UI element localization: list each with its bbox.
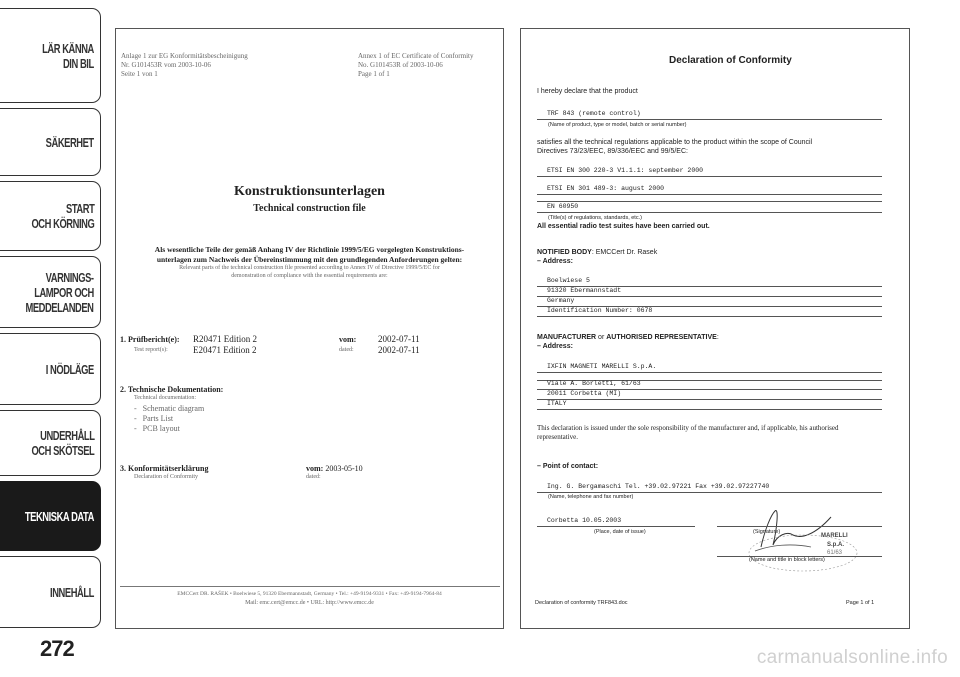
intro-small-2: demonstration of compliance with the essential requirements are: <box>231 273 388 279</box>
test-report-date-2: 2002-07-11 <box>378 345 420 355</box>
responsibility-line-1: This declaration is issued under the sole responsibility of the manufacturer and, if applicable, his authorised <box>537 424 839 432</box>
page-number: 272 <box>40 636 74 661</box>
section-3-label: 3. Konformitätserklärung <box>120 464 209 473</box>
regulation-1: ETSI EN 300 220-3 V1.1.1: september 2000 <box>547 167 704 174</box>
nb-address-1: Boelwiese 5 <box>547 277 590 284</box>
tab-start-och-korning[interactable]: START OCH KÖRNING <box>0 181 101 251</box>
test-report-2: E20471 Edition 2 <box>193 345 257 355</box>
section-1-vom: vom: <box>339 335 357 344</box>
tab-varningslampor[interactable]: VARNINGS- LAMPOR OCH MEDDELANDEN <box>0 256 101 328</box>
section-2-label-en: Technical documentation: <box>134 395 197 401</box>
header-right-3: Page 1 of 1 <box>358 70 390 78</box>
nb-address-3: Germany <box>547 297 575 304</box>
manufacturer-address-label: – Address: <box>537 343 573 350</box>
mfr-address-1: IXFIN MAGNETI MARELLI S.p.A. <box>547 363 657 370</box>
point-of-contact-label: – Point of contact: <box>537 463 599 470</box>
test-report-date-1: 2002-07-11 <box>378 334 420 344</box>
footer-address: EMCCert DR. RAŠEK • Boelwiese 5, 91320 Ebermannstadt, Germany • Tel.: +49-9194-9331 • Fax: +49-9194-7964-84 <box>177 591 442 597</box>
tab-underhall-och-skotsel[interactable]: UNDERHÅLL OCH SKÖTSEL <box>0 410 101 476</box>
responsibility-line-2: representative. <box>537 433 579 441</box>
product-caption: (Name of product, type or model, batch or serial number) <box>548 122 687 128</box>
tab-i-nodlage[interactable]: I NÖDLÄGE <box>0 333 101 405</box>
test-report-1: R20471 Edition 2 <box>193 334 258 344</box>
manufacturer-label: MANUFACTURER or AUTHORISED REPRESENTATIVE: <box>537 334 719 341</box>
section-1-label-en: Test report(s): <box>134 347 168 353</box>
declaration-of-conformity-page <box>520 28 910 629</box>
doc-item-3: - PCB layout <box>134 424 180 433</box>
declaration-footer-right: Page 1 of 1 <box>846 600 875 606</box>
regulation-3: EN 60950 <box>547 203 579 210</box>
header-left-1: Anlage 1 zur EG Konformitätsbescheinigung <box>121 52 248 60</box>
place-date: Corbetta 10.05.2003 <box>547 517 622 524</box>
contact-caption: (Name, telephone and fax number) <box>548 494 634 500</box>
mfr-address-3: 20011 Corbetta (MI) <box>547 390 622 397</box>
signature-caption: (Signature) <box>753 529 781 535</box>
declare-line: I hereby declare that the product <box>537 88 638 95</box>
section-2-label: 2. Technische Dokumentation: <box>120 385 224 394</box>
intro-bold-1: Als wesentliche Teile der gemäß Anhang IV der Richtlinie 1999/5/EG vorgelegten Konstruktions- <box>154 245 465 254</box>
section-1-dated: dated: <box>339 347 354 353</box>
header-right-1: Annex 1 of EC Certificate of Conformity <box>358 52 474 60</box>
intro-bold-2: unterlagen zum Nachweis der Übereinstimmung mit den grundlegenden Anforderungen gelten: <box>156 255 463 264</box>
declaration-title: Declaration of Conformity <box>669 55 792 66</box>
name-title-caption: (Name and title in block letters) <box>749 557 825 563</box>
signature-graphic <box>731 505 881 575</box>
doc-item-2: - Parts List <box>134 414 174 423</box>
section-1-label: 1. Prüfbericht(e): <box>120 335 180 344</box>
declaration-footer-left: Declaration of conformity TRF843.doc <box>535 600 628 606</box>
nb-address-2: 91320 Ebermannstadt <box>547 287 622 294</box>
doc-subtitle: Technical construction file <box>253 203 366 214</box>
satisfies-line-1: satisfies all the technical regulations applicable to the product within the scope of Council <box>537 139 813 146</box>
product-name: TRF 843 (remote control) <box>547 110 641 117</box>
tab-sakerhet[interactable]: SÄKERHET <box>0 108 101 176</box>
watermark: carmanualsonline.info <box>756 647 948 668</box>
footer-contact: Mail: emc.cert@emcc.de • URL: http://www.emcc.de <box>245 600 374 606</box>
tab-innehall[interactable]: INNEHÅLL <box>0 556 101 628</box>
section-3-vom: vom: 2003-05-10 <box>306 464 363 473</box>
doc-title: Konstruktionsunterlagen <box>234 184 385 199</box>
notified-body-address-label: – Address: <box>537 258 573 265</box>
header-right-2: No. G101453R of 2003-10-06 <box>358 61 443 69</box>
header-left-2: Nr. G101453R vom 2003-10-06 <box>121 61 211 69</box>
intro-small-1: Relevant parts of the technical construction file presented according to Annex IV of Directive 1999/5/EC for <box>179 265 440 271</box>
section-3-label-en: Declaration of Conformity <box>134 474 198 480</box>
regulations-caption: (Title(s) of regulations, standards, etc.) <box>548 215 642 221</box>
stamp-line-1: MARELLI <box>821 533 848 539</box>
notified-body: NOTIFIED BODY: EMCCert Dr. Rasek <box>537 249 658 256</box>
mfr-address-2: Viale A. Borletti, 61/63 <box>547 380 641 387</box>
section-3-dated: dated: <box>306 474 321 480</box>
mfr-address-4: ITALY <box>547 400 567 407</box>
satisfies-line-2: Directives 73/23/EEC, 89/336/EEC and 99/5/EC: <box>537 148 688 155</box>
tests-done: All essential radio test suites have been carried out. <box>537 223 710 230</box>
doc-item-1: - Schematic diagram <box>134 404 205 413</box>
stamp-line-3: 61/63 <box>827 550 843 556</box>
header-left-3: Seite 1 von 1 <box>121 70 158 78</box>
tab-tekniska-data[interactable]: TEKNISKA DATA <box>0 481 101 551</box>
regulation-2: ETSI EN 301 489-3: august 2000 <box>547 185 665 192</box>
contact-details: Ing. G. Bergamaschi Tel. +39.02.97221 Fax +39.02.97227740 <box>547 483 770 490</box>
construction-file-page <box>115 28 504 629</box>
tab-lar-kanna-din-bil[interactable]: LÄR KÄNNA DIN BIL <box>0 8 101 103</box>
nb-address-4: Identification Number: 0678 <box>547 307 653 314</box>
place-caption: (Place, date of issue) <box>594 529 646 535</box>
stamp-line-2: S.p.A. <box>827 542 845 548</box>
